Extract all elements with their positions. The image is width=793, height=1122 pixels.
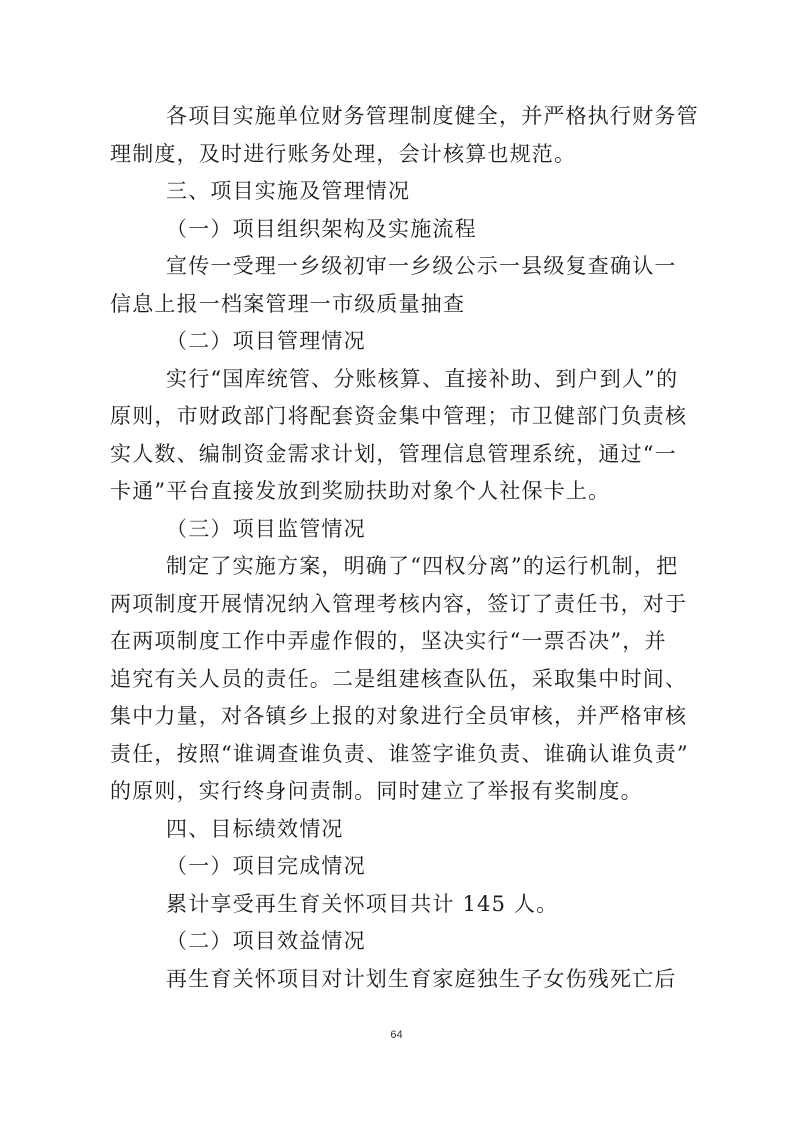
- section-heading: 三、项目实施及管理情况: [166, 179, 411, 203]
- document-body: [110, 98, 699, 998]
- paragraph-line: 累计享受再生育关怀项目共计 145 人。: [166, 891, 559, 916]
- paragraph-line: 实行“国库统管、分账核算、直接补助、到户到人”的: [166, 366, 679, 391]
- paragraph-line: 实人数、编制资金需求计划，管理信息管理系统，通过“一: [110, 441, 677, 466]
- subsection-heading: （二）项目效益情况: [166, 929, 366, 953]
- paragraph-line: 宣传一受理一乡级初审一乡级公示一县级复查确认一: [166, 254, 677, 278]
- paragraph-line: 责任，按照“谁调查谁负责、谁签字谁负责、谁确认谁负责”: [110, 741, 689, 766]
- paragraph-line: 制定了实施方案，明确了“四权分离”的运行机制，把: [166, 554, 679, 578]
- page-number: 64: [390, 1029, 403, 1041]
- paragraph-line: 卡通”平台直接发放到奖励扶助对象个人社保卡上。: [110, 479, 611, 503]
- paragraph-line: 理制度，及时进行账务处理，会计核算也规范。: [110, 141, 577, 166]
- paragraph-line: 的原则，实行终身问责制。同时建立了举报有奖制度。: [110, 779, 643, 803]
- subsection-heading: （二）项目管理情况: [166, 329, 366, 353]
- subsection-heading: （一）项目完成情况: [166, 854, 366, 878]
- subsection-heading: （三）项目监管情况: [166, 516, 366, 541]
- paragraph-line: 信息上报一档案管理一市级质量抽查: [110, 291, 466, 316]
- subsection-heading: （一）项目组织架构及实施流程: [166, 216, 477, 241]
- paragraph-line: 各项目实施单位财务管理制度健全，并严格执行财务管: [166, 104, 699, 128]
- paragraph-line: 在两项制度工作中弄虚作假的，坚决实行“一票否决”，并: [110, 629, 667, 653]
- paragraph-line: 集中力量，对各镇乡上报的对象进行全员审核，并严格审核: [110, 704, 688, 728]
- section-heading: 四、目标绩效情况: [166, 816, 344, 841]
- paragraph-line: 原则，市财政部门将配套资金集中管理；市卫健部门负责核: [110, 404, 688, 428]
- paragraph-line: 追究有关人员的责任。二是组建核查队伍，采取集中时间、: [110, 666, 688, 691]
- paragraph-line: 再生育关怀项目对计划生育家庭独生子女伤残死亡后: [166, 966, 677, 991]
- paragraph-line: 两项制度开展情况纳入管理考核内容，签订了责任书，对于: [110, 591, 688, 616]
